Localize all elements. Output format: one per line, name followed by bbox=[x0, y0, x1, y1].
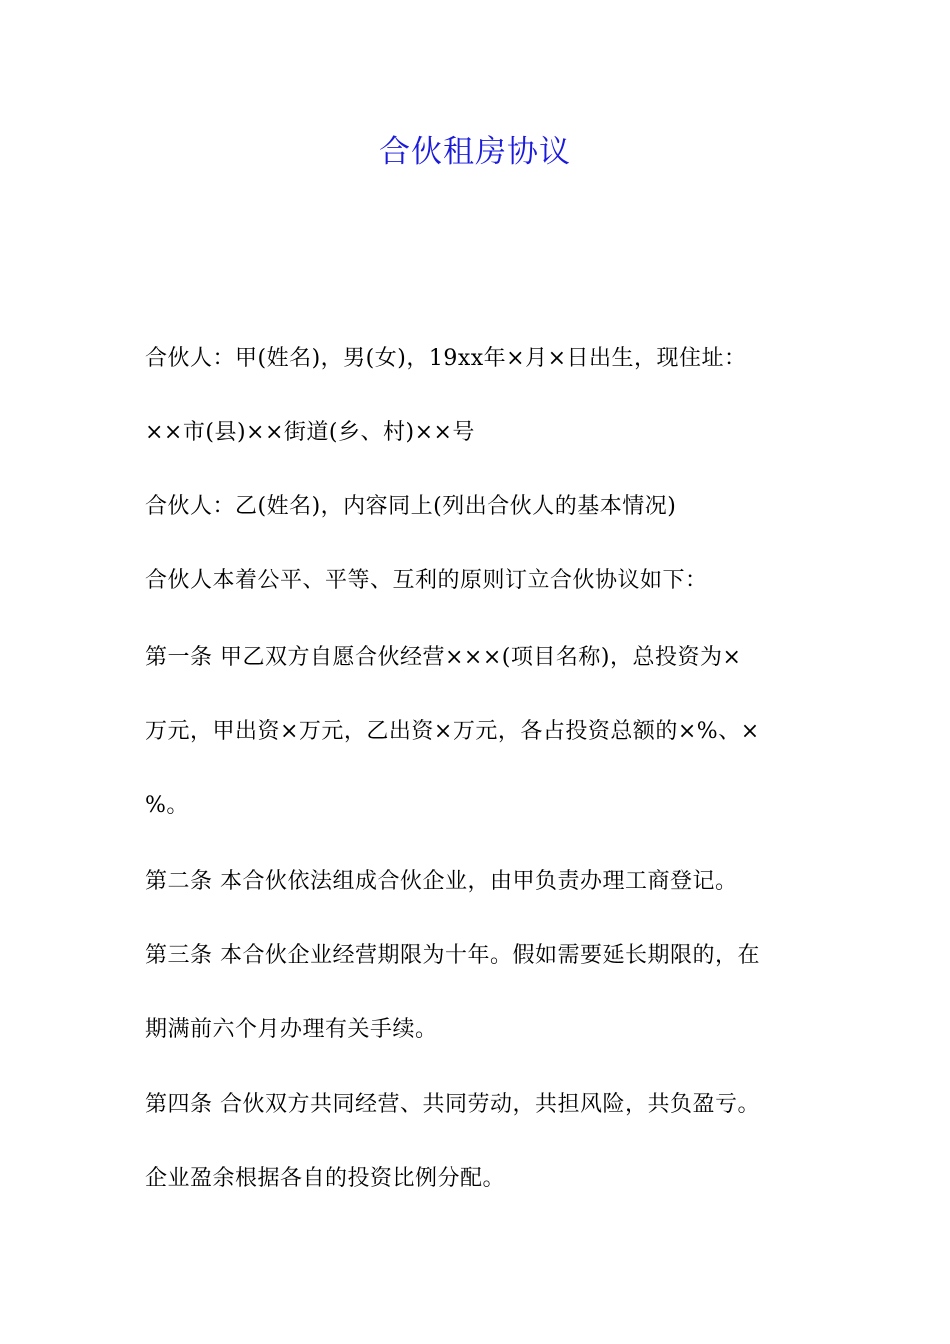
article-4-line-2: 企业盈余根据各自的投资比例分配。 bbox=[145, 1166, 506, 1191]
article-3-line-2: 期满前六个月办理有关手续。 bbox=[145, 1017, 438, 1042]
article-1-line-3: %。 bbox=[145, 793, 189, 818]
paragraph-line-3: 合伙人：乙(姓名)，内容同上(列出合伙人的基本情况) bbox=[145, 494, 677, 519]
article-2-line-1: 第二条 本合伙依法组成合伙企业，由甲负责办理工商登记。 bbox=[145, 869, 738, 894]
paragraph-line-2: ××市(县)××街道(乡、村)××号 bbox=[145, 420, 475, 445]
paragraph-line-1: 合伙人：甲(姓名)，男(女)，19xx年×月×日出生，现住址： bbox=[145, 346, 747, 371]
article-1-line-1: 第一条 甲乙双方自愿合伙经营×××(项目名称)，总投资为× bbox=[145, 645, 742, 670]
article-4-line-1: 第四条 合伙双方共同经营、共同劳动，共担风险，共负盈亏。 bbox=[145, 1092, 760, 1117]
article-1-line-2: 万元，甲出资×万元，乙出资×万元，各占投资总额的×%、× bbox=[145, 719, 760, 744]
document-title: 合伙租房协议 bbox=[379, 134, 571, 170]
article-3-line-1: 第三条 本合伙企业经营期限为十年。假如需要延长期限的，在 bbox=[145, 943, 760, 968]
paragraph-line-4: 合伙人本着公平、平等、互利的原则订立合伙协议如下： bbox=[145, 568, 708, 593]
